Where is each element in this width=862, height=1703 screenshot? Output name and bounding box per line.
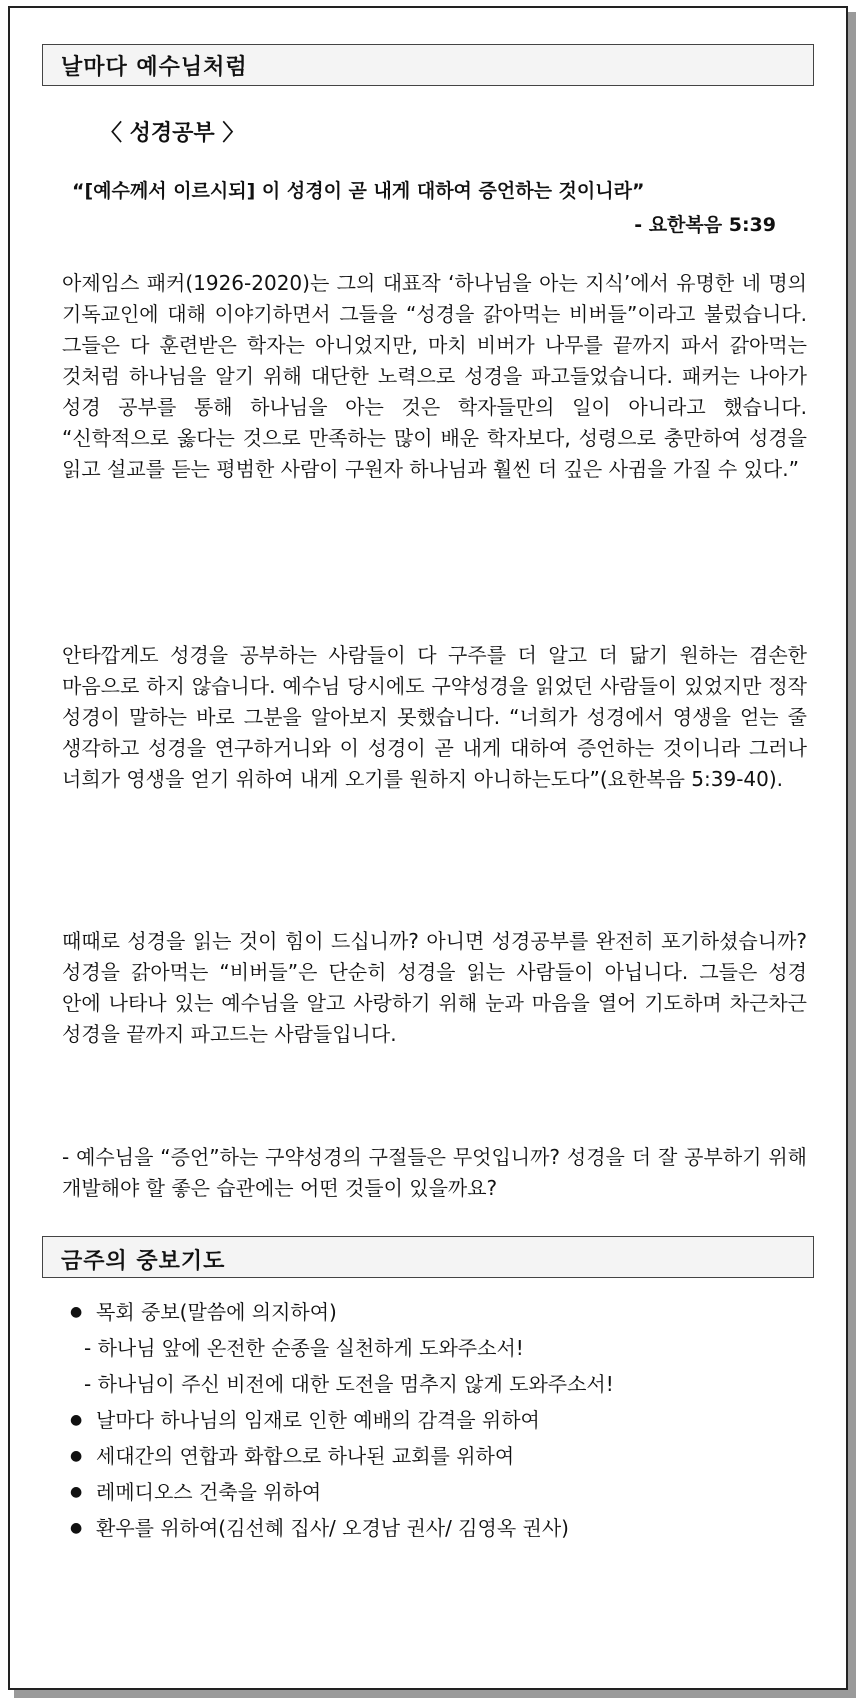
list-item: ● 레메디오스 건축을 위하여	[68, 1474, 808, 1510]
list-item: ● 환우를 위하여(김선혜 집사/ 오경남 권사/ 김영옥 권사)	[68, 1510, 808, 1546]
quote-reference: - 요한복음 5:39	[634, 214, 776, 236]
list-subitem: - 하나님이 주신 비전에 대한 도전을 멈추지 않게 도와주소서!	[84, 1372, 614, 1396]
prayer-list	[68, 1294, 808, 1546]
section-subhead: 〈 성경공부 〉	[100, 121, 245, 146]
paragraph: 안타깝게도 성경을 공부하는 사람들이 다 구주를 더 알고 더 닮기 원하는 겸손한 마음으로 하지 않습니다. 예수님 당시에도 구약성경을 읽었던 사람들이 있었지만 정작 성경이 말하는 바로 그분을 알아보지 못했습니다. “너희가 성경에서 영생을 얻는 줄 생각하고 성경을 연구하거니와 이 성경이 곧 내게 대하여 증언하는 것이니라 그러나 너희가 영생을 얻기 위하여 내게 오기를 원하지 아니하는도다”(요한복음 5:39-40).	[62, 643, 807, 791]
page-title: 날마다 예수님처럼	[42, 44, 814, 86]
bulletin-page	[8, 6, 848, 1690]
paragraph: 아제임스 패커(1926-2020)는 그의 대표작 ‘하나님을 아는 지식’에서 유명한 네 명의 기독교인에 대해 이야기하면서 그들을 “성경을 갉아먹는 비버들”이라고 불렀습니다. 그들은 다 훈련받은 학자는 아니었지만, 마치 비버가 나무를 끝까지 파서 갉아먹는 것처럼 하나님을 알기 위해 대단한 노력으로 성경을 파고들었습니다. 패커는 나아가 성경 공부를 통해 하나님을 아는 것은 학자들만의 일이 아니라고 했습니다. “신학적으로 옳다는 것으로 만족하는 많이 배운 학자보다, 성령으로 충만하여 성경을 읽고 설교를 듣는 평범한 사람이 구원자 하나님과 훨씬 더 깊은 사귐을 가질 수 있다.”	[62, 271, 807, 481]
list-item: ● 목회 중보(말씀에 의지하여)	[68, 1294, 808, 1330]
paragraph: 때때로 성경을 읽는 것이 힘이 드십니까? 아니면 성경공부를 완전히 포기하셨습니까? 성경을 갉아먹는 “비버들”은 단순히 성경을 읽는 사람들이 아닙니다. 그들은 성경 안에 나타나 있는 예수님을 알고 사랑하기 위해 눈과 마음을 열어 기도하며 차근차근 성경을 끝까지 파고드는 사람들입니다.	[62, 929, 807, 1046]
list-item: ● 날마다 하나님의 임재로 인한 예배의 감격을 위하여	[68, 1402, 808, 1438]
prayer-section-title: 금주의 중보기도	[42, 1236, 814, 1278]
quote-text: “[예수께서 이르시되] 이 성경이 곧 내게 대하여 증언하는 것이니라”	[72, 180, 645, 202]
list-item: ● 세대간의 연합과 화합으로 하나된 교회를 위하여	[68, 1438, 808, 1474]
scripture-quote	[72, 174, 782, 242]
discussion-question: - 예수님을 “증언”하는 구약성경의 구절들은 무엇입니까? 성경을 더 잘 공부하기 위해 개발해야 할 좋은 습관에는 어떤 것들이 있을까요?	[62, 1145, 807, 1200]
list-subitem: - 하나님 앞에 온전한 순종을 실천하게 도와주소서!	[84, 1336, 524, 1360]
